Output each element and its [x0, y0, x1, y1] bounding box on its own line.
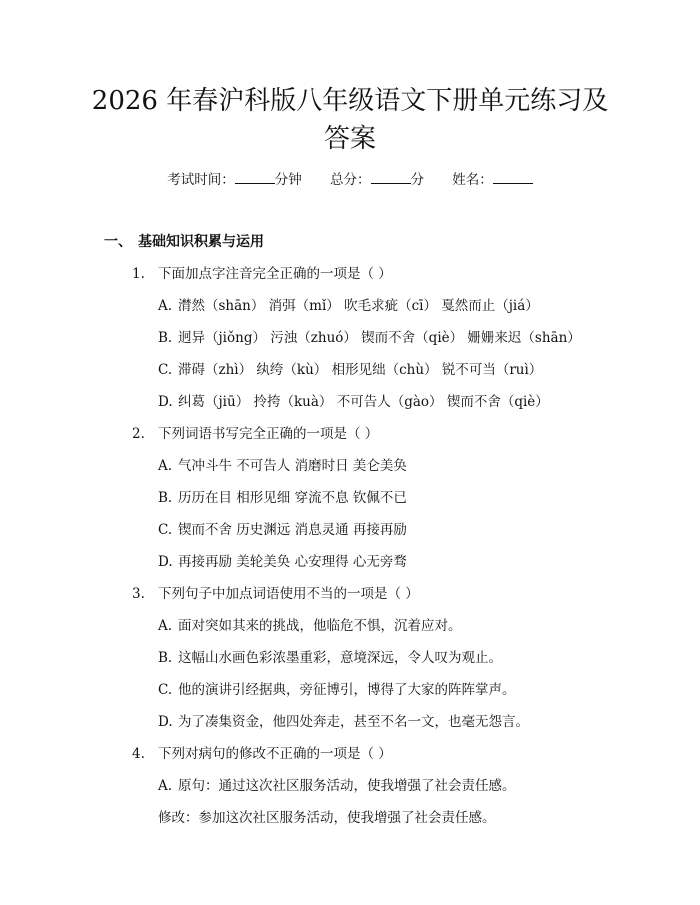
- question-number: 3.: [132, 586, 145, 602]
- section-title: 基础知识积累与运用: [138, 234, 264, 250]
- exam-time-blank: [235, 171, 275, 184]
- q1-option-d: [158, 390, 549, 410]
- total-score-field: [330, 168, 424, 188]
- option-text: 潸然（shān） 消弭（mǐ） 吹毛求疵（cī） 戛然而止（jiá）: [178, 298, 539, 314]
- option-text: 为了凑集资金，他四处奔走，甚至不名一文，也毫无怨言。: [178, 714, 529, 730]
- title-line-1: 2026 年春沪科版八年级语文下册单元练习及: [91, 86, 609, 116]
- student-name-blank: [493, 171, 533, 184]
- q3-option-d: [158, 710, 529, 730]
- q1-option-b: [158, 326, 581, 346]
- total-score-blank: [371, 171, 411, 184]
- question-text: 下列对病句的修改不正确的一项是（ ）: [158, 746, 392, 762]
- document-title: [60, 82, 640, 158]
- q2-option-d: [158, 550, 407, 570]
- student-name-label: 姓名：: [452, 172, 493, 188]
- total-score-label: 总分：: [330, 172, 371, 188]
- question-text: 下面加点字注音完全正确的一项是（ ）: [158, 266, 392, 282]
- title-line-2: 答案: [323, 124, 376, 154]
- revision-text: 修改：参加这次社区服务活动，使我增强了社会责任感。: [158, 810, 496, 826]
- option-text: 他的演讲引经据典，旁征博引，博得了大家的阵阵掌声。: [178, 682, 516, 698]
- option-text: 迥异（jiǒng） 污浊（zhuó） 锲而不舍（qiè） 姗姗来迟（shān）: [178, 330, 581, 346]
- option-letter: A.: [158, 778, 173, 794]
- option-letter: C.: [158, 682, 173, 698]
- option-text: 锲而不舍 历史渊远 消息灵通 再接再励: [178, 522, 407, 538]
- student-name-field: [452, 168, 533, 188]
- exam-time-field: [167, 168, 302, 188]
- option-text: 再接再励 美轮美奂 心安理得 心无旁骛: [178, 554, 407, 570]
- option-letter: B.: [158, 490, 173, 506]
- section-number: 一、: [104, 234, 132, 250]
- q1-option-a: [158, 294, 539, 314]
- option-text: 历历在目 相形见细 穿流不息 钦佩不已: [178, 490, 407, 506]
- q3-option-b: [158, 646, 502, 666]
- option-letter: A.: [158, 458, 173, 474]
- option-letter: D.: [158, 394, 173, 410]
- q2-option-c: [158, 518, 407, 538]
- question-1: [132, 262, 392, 282]
- q3-option-c: [158, 678, 516, 698]
- option-text: 气冲斗牛 不可告人 消磨时日 美仑美奂: [178, 458, 407, 474]
- option-letter: A.: [158, 618, 173, 634]
- q2-option-a: [158, 454, 407, 474]
- question-3: [132, 582, 419, 602]
- total-score-unit: 分: [410, 172, 424, 188]
- question-text: 下列句子中加点词语使用不当的一项是（ ）: [158, 586, 419, 602]
- q4-revision: [158, 806, 496, 826]
- option-letter: D.: [158, 714, 173, 730]
- question-2: [132, 422, 378, 442]
- option-letter: C.: [158, 362, 173, 378]
- option-letter: D.: [158, 554, 173, 570]
- exam-time-label: 考试时间：: [167, 172, 235, 188]
- option-letter: B.: [158, 330, 173, 346]
- option-letter: A.: [158, 298, 173, 314]
- q4-option-a: [158, 774, 516, 794]
- question-number: 1.: [132, 266, 145, 282]
- question-number: 4.: [132, 746, 145, 762]
- option-text: 纠葛（jiū） 拎挎（kuà） 不可告人（gào） 锲而不舍（qiè）: [178, 394, 549, 410]
- q3-option-a: [158, 614, 462, 634]
- option-text: 原句：通过这次社区服务活动，使我增强了社会责任感。: [178, 778, 516, 794]
- question-text: 下列词语书写完全正确的一项是（ ）: [158, 426, 379, 442]
- option-text: 这幅山水画色彩浓墨重彩，意境深远，令人叹为观止。: [178, 650, 502, 666]
- exam-info-bar: [0, 168, 700, 188]
- option-text: 面对突如其来的挑战，他临危不惧，沉着应对。: [178, 618, 462, 634]
- q2-option-b: [158, 486, 407, 506]
- exam-time-unit: 分钟: [274, 172, 302, 188]
- option-text: 滞碍（zhì） 纨绔（kù） 相形见绌（chù） 锐不可当（ruì）: [178, 362, 543, 378]
- question-4: [132, 742, 392, 762]
- question-number: 2.: [132, 426, 145, 442]
- q1-option-c: [158, 358, 542, 378]
- option-letter: C.: [158, 522, 173, 538]
- option-letter: B.: [158, 650, 173, 666]
- section-heading: [104, 231, 264, 251]
